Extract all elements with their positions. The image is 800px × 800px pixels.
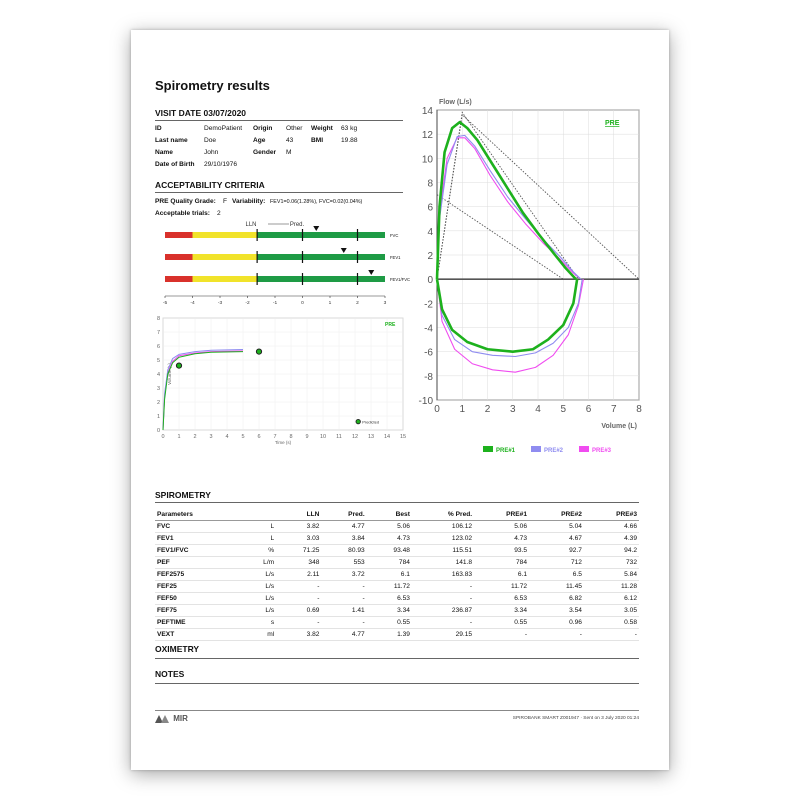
parameter-unit: ml <box>243 629 276 641</box>
parameter-unit: L <box>243 533 276 545</box>
fv-legend-label: PRE#1 <box>496 448 516 454</box>
table-cell: 3.82 <box>276 629 321 641</box>
table-cell: 3.03 <box>276 533 321 545</box>
vt-x-tick: 7 <box>273 434 277 440</box>
table-cell: 94.2 <box>584 545 639 557</box>
flow-volume-chart <box>403 90 663 470</box>
parameter-unit: % <box>243 545 276 557</box>
scale-tick-label: 2 <box>356 301 359 306</box>
fv-badge: PRE <box>605 120 620 127</box>
vt-y-label: Volume (L) <box>167 363 172 385</box>
table-cell: 3.54 <box>529 605 584 617</box>
bar-label: FEV1/FVC <box>390 277 411 282</box>
origin-label: Origin <box>253 125 273 132</box>
parameter-unit: L <box>243 521 276 533</box>
footer-device: SPIROBANK SMART Z001947 · Sent on 3 July 2020 01:24 <box>512 716 639 721</box>
spirometry-table <box>155 509 639 641</box>
quality-label: PRE Quality Grade: <box>155 198 216 205</box>
table-cell: 4.77 <box>321 521 366 533</box>
column-header: % Pred. <box>412 509 474 521</box>
scale-tick-label: -3 <box>217 301 223 306</box>
scale-tick-label: -4 <box>190 301 195 306</box>
trials-label: Acceptable trials: <box>155 210 210 217</box>
table-cell: 29.15 <box>412 629 474 641</box>
fv-x-tick: 8 <box>636 404 642 415</box>
table-cell: 4.77 <box>321 629 366 641</box>
fv-y-tick: -6 <box>424 347 433 359</box>
table-cell: - <box>321 593 366 605</box>
fv-x-tick: 3 <box>509 404 516 415</box>
table-cell: - <box>276 593 321 605</box>
variability-value: FEV1=0.06(1.28%), FVC=0.02(0.04%) <box>270 199 363 205</box>
table-row <box>155 593 639 605</box>
table-cell: 93.48 <box>367 545 412 557</box>
parameter-name: FEF50 <box>155 593 243 605</box>
visit-rule <box>155 120 403 121</box>
table-cell: - <box>412 617 474 629</box>
vt-x-tick: 0 <box>161 434 165 440</box>
column-header <box>243 509 276 521</box>
vt-line-pre2 <box>163 350 243 431</box>
id-label: ID <box>155 125 162 132</box>
lastname-value: Doe <box>204 137 217 144</box>
fv-x-tick: 1 <box>459 404 466 415</box>
table-row <box>155 581 639 593</box>
bar-yellow-zone <box>193 232 258 238</box>
scale-group <box>163 296 387 306</box>
fv-y-tick: 6 <box>427 202 433 214</box>
table-cell: 2.11 <box>276 569 321 581</box>
fv-y-tick: -10 <box>418 396 433 407</box>
fv-predicted-line <box>437 195 563 280</box>
table-cell: 784 <box>474 557 529 569</box>
table-cell: 0.55 <box>474 617 529 629</box>
table-cell: 0.58 <box>584 617 639 629</box>
table-cell: 784 <box>367 557 412 569</box>
table-cell: 3.34 <box>474 605 529 617</box>
table-cell: 11.28 <box>584 581 639 593</box>
parameter-name: FEF75 <box>155 605 243 617</box>
vt-x-tick: 1 <box>177 434 181 440</box>
table-cell: 1.39 <box>367 629 412 641</box>
fv-legend-label: PRE#3 <box>592 448 612 454</box>
table-cell: 3.72 <box>321 569 366 581</box>
scale-tick-label: 0 <box>301 301 304 306</box>
table-cell: 11.45 <box>529 581 584 593</box>
fv-expiratory-pre2 <box>437 135 581 279</box>
scale-tick-label: -2 <box>245 301 250 306</box>
bar-yellow-zone <box>193 254 258 260</box>
variability-label: Variability: <box>232 198 266 205</box>
table-cell: 553 <box>321 557 366 569</box>
bar-label: FEV1 <box>390 255 401 260</box>
column-header: Parameters <box>155 509 243 521</box>
table-cell: 1.41 <box>321 605 366 617</box>
vt-predicted-legend-marker <box>356 419 360 423</box>
vt-x-tick: 9 <box>305 434 309 440</box>
vt-line-pre3 <box>163 351 243 430</box>
weight-value: 63 kg <box>341 125 358 132</box>
vt-x-tick: 12 <box>351 434 359 440</box>
mir-logo-icon <box>155 715 171 723</box>
table-cell: - <box>584 629 639 641</box>
page-title: Spirometry results <box>155 78 270 93</box>
parameter-unit: L/s <box>243 581 276 593</box>
acceptability-rule <box>155 192 403 193</box>
fv-x-tick: 7 <box>610 404 617 415</box>
vt-predicted-point <box>176 363 181 368</box>
column-header: PRE#1 <box>474 509 529 521</box>
fv-legend-swatch <box>579 446 589 452</box>
acceptability-heading: ACCEPTABILITY CRITERIA <box>155 180 265 190</box>
weight-label: Weight <box>311 125 333 132</box>
column-header: PRE#3 <box>584 509 639 521</box>
lln-label: LLN <box>245 222 257 228</box>
volume-time-chart <box>145 310 415 450</box>
fv-y-tick: -4 <box>424 323 433 335</box>
scale-tick-label: 1 <box>328 301 332 306</box>
table-cell: 4.39 <box>584 533 639 545</box>
vt-x-tick: 6 <box>257 434 261 440</box>
table-cell: 6.5 <box>529 569 584 581</box>
vt-x-tick: 14 <box>383 434 391 440</box>
table-cell: 0.69 <box>276 605 321 617</box>
vt-predicted-legend-label: Predicted <box>362 419 380 425</box>
vt-y-tick: 4 <box>156 372 160 378</box>
vt-y-tick: 5 <box>156 358 160 364</box>
bar-green-zone <box>257 276 385 282</box>
bar-marker <box>368 270 374 275</box>
column-header: Pred. <box>321 509 366 521</box>
table-cell: 712 <box>529 557 584 569</box>
vt-x-tick: 2 <box>193 434 197 440</box>
footer-logo-text: MIR <box>173 714 188 723</box>
vt-y-tick: 8 <box>156 316 160 322</box>
fv-y-tick: 14 <box>421 106 433 117</box>
parameter-name: FVC <box>155 521 243 533</box>
table-cell: 115.51 <box>412 545 474 557</box>
table-cell: - <box>474 629 529 641</box>
bar-marker <box>313 226 319 231</box>
spirometry-header-row <box>155 509 639 521</box>
fv-y-tick: 10 <box>421 154 433 166</box>
bar-green-zone <box>257 232 385 238</box>
trials-value: 2 <box>217 210 221 217</box>
age-value: 43 <box>286 137 294 144</box>
vt-x-tick: 10 <box>319 434 327 440</box>
parameter-name: PEFTIME <box>155 617 243 629</box>
fv-x-tick: 4 <box>535 404 541 415</box>
oximetry-heading: OXIMETRY <box>155 644 200 654</box>
parameter-unit: s <box>243 617 276 629</box>
footer-logo <box>155 714 188 723</box>
fv-y-label: Flow (L/s) <box>439 99 472 106</box>
table-cell: - <box>529 629 584 641</box>
report-page <box>131 30 669 770</box>
fv-x-tick: 2 <box>484 404 491 415</box>
table-cell: 4.67 <box>529 533 584 545</box>
table-cell: 5.06 <box>367 521 412 533</box>
vt-y-tick: 7 <box>156 330 160 336</box>
table-cell: 6.12 <box>584 593 639 605</box>
scale-tick-label: -5 <box>162 301 168 306</box>
table-row <box>155 629 639 641</box>
table-cell: - <box>412 581 474 593</box>
age-label: Age <box>253 137 266 144</box>
fv-y-tick: 4 <box>427 226 433 238</box>
bmi-value: 19.88 <box>341 137 358 144</box>
parameter-unit: L/m <box>243 557 276 569</box>
table-cell: 3.82 <box>276 521 321 533</box>
scale-tick-label: 3 <box>383 301 387 306</box>
table-cell: 0.55 <box>367 617 412 629</box>
table-row <box>155 605 639 617</box>
vt-x-tick: 5 <box>241 434 245 440</box>
parameter-name: FEF25 <box>155 581 243 593</box>
bar-red-zone <box>165 276 193 282</box>
fv-y-tick: -2 <box>424 299 433 311</box>
table-cell: 6.1 <box>474 569 529 581</box>
column-header: PRE#2 <box>529 509 584 521</box>
fv-x-label: Volume (L) <box>601 423 637 430</box>
table-cell: 4.66 <box>584 521 639 533</box>
table-cell: 3.05 <box>584 605 639 617</box>
table-cell: 6.1 <box>367 569 412 581</box>
vt-x-tick: 4 <box>225 434 229 440</box>
table-cell: 71.25 <box>276 545 321 557</box>
fv-x-tick: 5 <box>560 404 567 415</box>
fv-y-tick: 2 <box>427 251 433 262</box>
table-row <box>155 569 639 581</box>
table-cell: - <box>321 581 366 593</box>
table-cell: 6.53 <box>367 593 412 605</box>
bar-label: FVC <box>390 233 399 238</box>
quality-value: F <box>223 198 228 205</box>
notes-rule <box>155 683 639 684</box>
bar-red-zone <box>165 254 193 260</box>
name-value: John <box>204 149 219 156</box>
table-cell: 236.87 <box>412 605 474 617</box>
dob-value: 29/10/1976 <box>204 161 238 168</box>
vt-badge: PRE <box>385 322 396 328</box>
table-row <box>155 533 639 545</box>
vt-x-tick: 13 <box>367 434 375 440</box>
scale-tick-label: -1 <box>272 301 278 306</box>
parameter-name: VEXT <box>155 629 243 641</box>
lastname-label: Last name <box>155 137 188 144</box>
pred-label: Pred. <box>289 222 305 228</box>
table-cell: 92.7 <box>529 545 584 557</box>
gender-label: Gender <box>253 149 277 156</box>
table-cell: 106.12 <box>412 521 474 533</box>
acceptability-bars <box>151 218 411 318</box>
dob-label: Date of Birth <box>155 161 195 168</box>
bar-group <box>165 226 410 285</box>
vt-y-tick: 1 <box>156 414 160 420</box>
bar-red-zone <box>165 232 193 238</box>
fv-y-tick: 12 <box>421 130 433 142</box>
fv-x-tick: 6 <box>585 404 592 415</box>
vt-x-tick: 11 <box>336 434 342 440</box>
vt-x-tick: 3 <box>209 434 213 440</box>
name-label: Name <box>155 149 173 156</box>
parameter-name: PEF <box>155 557 243 569</box>
column-header: Best <box>367 509 412 521</box>
footer-rule <box>155 710 639 711</box>
vt-x-tick: 15 <box>399 434 407 440</box>
fv-legend-label: PRE#2 <box>544 448 564 454</box>
table-cell: 141.8 <box>412 557 474 569</box>
parameter-name: FEF2575 <box>155 569 243 581</box>
parameter-unit: L/s <box>243 593 276 605</box>
table-cell: - <box>276 581 321 593</box>
vt-y-tick: 0 <box>156 428 160 434</box>
table-cell: 4.73 <box>367 533 412 545</box>
table-row <box>155 545 639 557</box>
parameter-unit: L/s <box>243 569 276 581</box>
notes-heading: NOTES <box>155 669 185 679</box>
fv-y-tick: 0 <box>427 275 433 287</box>
bmi-label: BMI <box>311 137 324 144</box>
parameter-name: FEV1 <box>155 533 243 545</box>
parameter-unit: L/s <box>243 605 276 617</box>
table-cell: 5.84 <box>584 569 639 581</box>
table-row <box>155 617 639 629</box>
table-cell: 80.93 <box>321 545 366 557</box>
gender-value: M <box>286 149 292 156</box>
vt-line-pre1 <box>163 352 243 430</box>
table-cell: 6.53 <box>474 593 529 605</box>
table-cell: 3.84 <box>321 533 366 545</box>
parameter-name: FEV1/FVC <box>155 545 243 557</box>
table-cell: 3.34 <box>367 605 412 617</box>
spirometry-rule <box>155 502 639 503</box>
table-cell: - <box>412 593 474 605</box>
table-row <box>155 557 639 569</box>
vt-x-tick: 8 <box>289 434 293 440</box>
fv-legend-swatch <box>531 446 541 452</box>
table-cell: 5.04 <box>529 521 584 533</box>
vt-predicted-point <box>256 349 261 354</box>
fv-x-tick: 0 <box>434 404 440 415</box>
fv-legend-swatch <box>483 446 493 452</box>
column-header: LLN <box>276 509 321 521</box>
id-value: DemoPatient <box>204 125 243 132</box>
table-cell: 163.83 <box>412 569 474 581</box>
fv-expiratory-pre3 <box>437 138 581 279</box>
table-cell: 6.82 <box>529 593 584 605</box>
vt-y-tick: 2 <box>156 400 160 406</box>
vt-x-label: Time (s) <box>274 440 292 445</box>
vt-y-tick: 6 <box>156 344 160 350</box>
visit-heading: VISIT DATE 03/07/2020 <box>155 108 247 118</box>
table-cell: 123.02 <box>412 533 474 545</box>
table-cell: 5.06 <box>474 521 529 533</box>
table-row <box>155 521 639 533</box>
fv-y-tick: 8 <box>427 178 433 190</box>
table-cell: 4.73 <box>474 533 529 545</box>
bar-marker <box>341 248 347 253</box>
vt-y-tick: 3 <box>156 386 160 392</box>
spirometry-body <box>155 521 639 641</box>
table-cell: - <box>321 617 366 629</box>
origin-value: Other <box>286 125 303 132</box>
oximetry-rule <box>155 658 639 659</box>
table-cell: 11.72 <box>474 581 529 593</box>
fv-y-tick: -8 <box>424 371 433 383</box>
spirometry-heading: SPIROMETRY <box>155 490 211 500</box>
table-cell: 0.96 <box>529 617 584 629</box>
table-cell: 732 <box>584 557 639 569</box>
table-cell: 348 <box>276 557 321 569</box>
table-cell: 11.72 <box>367 581 412 593</box>
table-cell: 93.5 <box>474 545 529 557</box>
bar-yellow-zone <box>193 276 258 282</box>
bar-green-zone <box>257 254 385 260</box>
table-cell: - <box>276 617 321 629</box>
